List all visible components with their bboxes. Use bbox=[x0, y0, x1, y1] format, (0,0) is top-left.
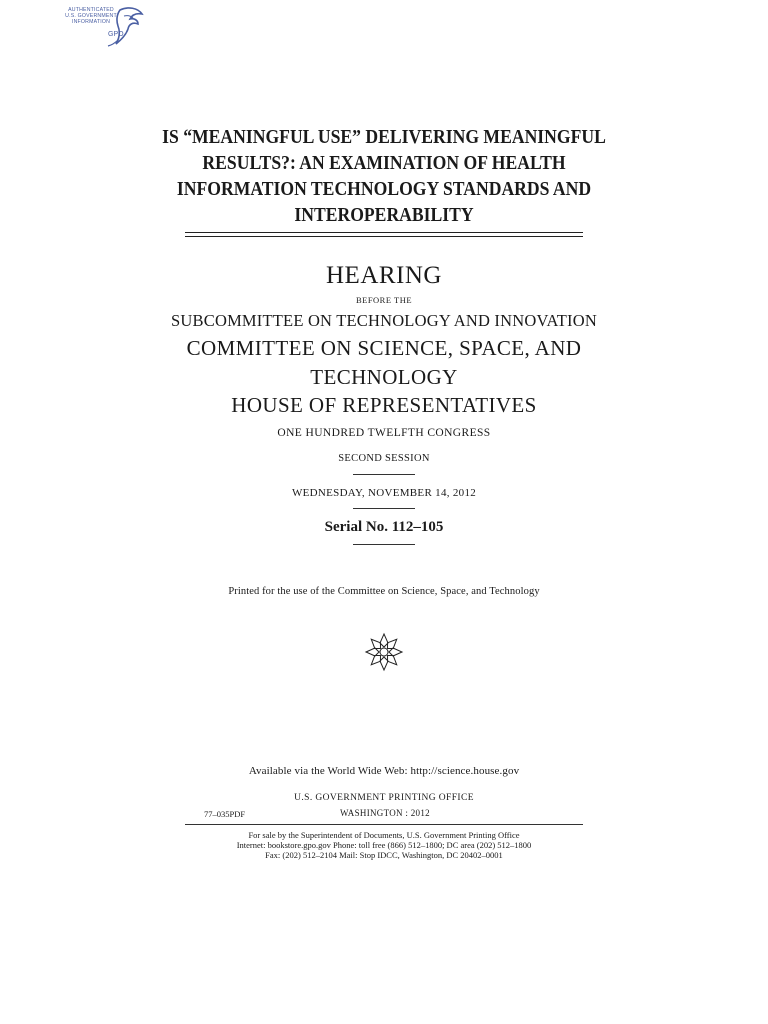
serial-number: Serial No. 112–105 bbox=[324, 519, 444, 535]
congress-label: ONE HUNDRED TWELFTH CONGRESS bbox=[277, 427, 491, 439]
seal-gpo-mark: GPO bbox=[108, 31, 124, 38]
place-and-year: WASHINGTON : 2012 bbox=[340, 808, 430, 818]
printing-office-label: U.S. GOVERNMENT PRINTING OFFICE bbox=[294, 793, 474, 803]
subcommittee-name: SUBCOMMITTEE ON TECHNOLOGY AND INNOVATION bbox=[171, 311, 597, 330]
before-the-label: BEFORE THE bbox=[355, 295, 413, 305]
divider-rule bbox=[353, 508, 415, 509]
committee-name-line-1: COMMITTEE ON SCIENCE, SPACE, AND bbox=[186, 336, 582, 360]
title-line-3: INFORMATION TECHNOLOGY STANDARDS AND bbox=[176, 178, 592, 200]
title-line-2: RESULTS?: AN EXAMINATION OF HEALTH bbox=[202, 152, 566, 174]
hearing-label: HEARING bbox=[326, 262, 442, 289]
seal-line-1: AUTHENTICATED bbox=[68, 7, 114, 13]
document-title bbox=[54, 124, 714, 228]
title-double-rule bbox=[185, 232, 583, 237]
committee-name-line-2: TECHNOLOGY bbox=[310, 365, 458, 389]
divider-rule bbox=[353, 544, 415, 545]
sale-info-line-2: Internet: bookstore.gpo.gov Phone: toll free (866) 512–1800; DC area (202) 512–1800 bbox=[236, 840, 532, 850]
printed-for-note: Printed for the use of the Committee on Science, Space, and Technology bbox=[228, 586, 540, 597]
web-availability-note: Available via the World Wide Web: http://science.house.gov bbox=[248, 765, 520, 777]
gpo-authentication-seal bbox=[58, 4, 148, 48]
job-number: 77–035PDF bbox=[204, 809, 246, 819]
gpo-ornament-icon bbox=[364, 632, 404, 672]
title-line-4: INTEROPERABILITY bbox=[294, 204, 474, 226]
house-name: HOUSE OF REPRESENTATIVES bbox=[231, 393, 537, 417]
sale-info-line-3: Fax: (202) 512–2104 Mail: Stop IDCC, Washington, DC 20402–0001 bbox=[265, 850, 503, 860]
footer-rule bbox=[185, 824, 583, 825]
sale-info-line-1: For sale by the Superintendent of Documents, U.S. Government Printing Office bbox=[248, 830, 520, 840]
title-line-1: IS “MEANINGFUL USE” DELIVERING MEANINGFUL bbox=[162, 126, 606, 148]
session-label: SECOND SESSION bbox=[338, 453, 430, 464]
seal-line-2: U.S. GOVERNMENT bbox=[65, 12, 117, 19]
divider-rule bbox=[353, 474, 415, 475]
hearing-date: WEDNESDAY, NOVEMBER 14, 2012 bbox=[291, 487, 477, 499]
seal-line-3: INFORMATION bbox=[71, 18, 111, 25]
